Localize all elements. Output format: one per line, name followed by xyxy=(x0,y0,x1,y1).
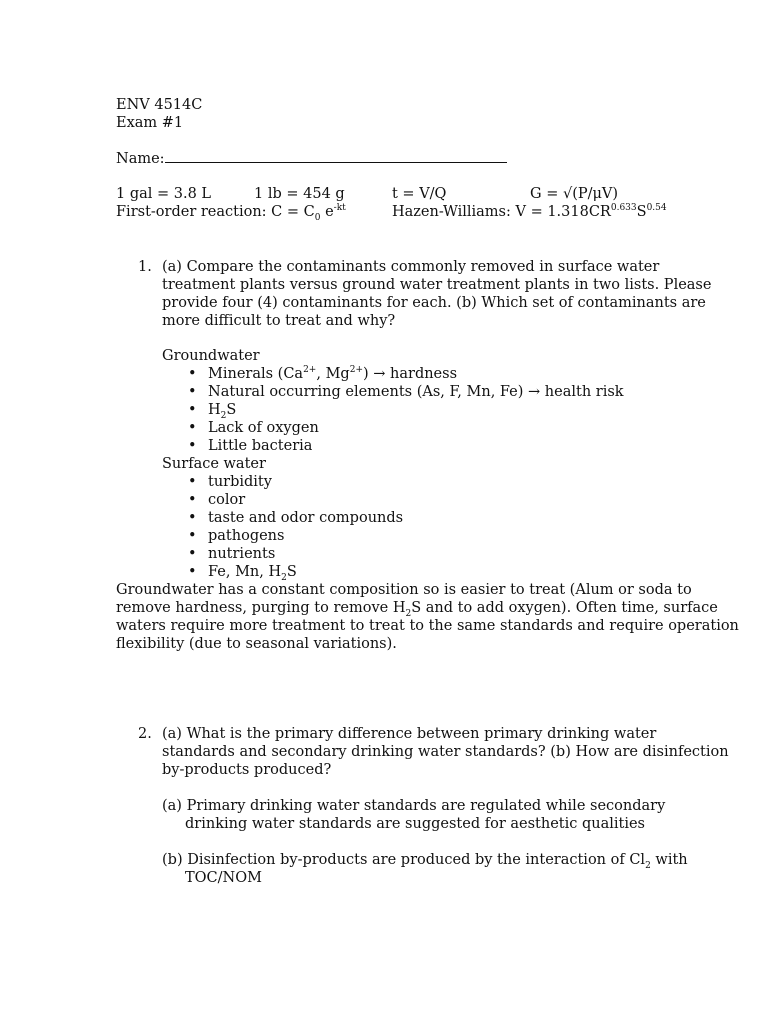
list-item xyxy=(162,491,403,509)
hazen-slope: S xyxy=(636,204,647,220)
list-item xyxy=(162,473,403,491)
hazen-exponent-r: 0.633 xyxy=(610,203,637,214)
first-order-exp-base: e xyxy=(320,204,334,220)
oxygen-text: Lack of oxygen xyxy=(208,420,319,436)
question-2-line-2: standards and secondary drinking water standards? (b) How are disinfection xyxy=(162,744,729,760)
answer-b-text: (b) Disinfection by-products are produced by the interaction of Cl xyxy=(162,852,646,868)
surface-water-heading: Surface water xyxy=(162,456,266,472)
bullet: • xyxy=(188,564,197,580)
surface-water-list xyxy=(162,473,403,581)
natural-elements-text: Natural occurring elements (As, F, Mn, Fe) → health risk xyxy=(208,384,624,400)
bullet: • xyxy=(188,420,197,436)
first-order-superscript: -kt xyxy=(333,203,346,214)
bullet: • xyxy=(188,528,197,544)
groundwater-heading: Groundwater xyxy=(162,348,260,364)
name-field xyxy=(116,148,507,168)
question-1-line-4: more difficult to treat and why? xyxy=(162,313,396,329)
bacteria-text: Little bacteria xyxy=(208,438,313,454)
bullet: • xyxy=(188,384,197,400)
h2s-subscript: 2 xyxy=(405,608,412,619)
formula-first-order xyxy=(116,203,346,221)
bullet: • xyxy=(188,474,197,490)
formula-gallon: 1 gal = 3.8 L xyxy=(116,186,212,202)
list-item xyxy=(162,419,624,437)
calcium-charge: 2+ xyxy=(303,365,317,376)
question-1-line-1: (a) Compare the contaminants commonly removed in surface water xyxy=(162,259,660,275)
question-2-number: 2. xyxy=(138,726,152,742)
list-item xyxy=(162,563,403,581)
exam-title: Exam #1 xyxy=(116,115,184,131)
formula-hazen-williams xyxy=(392,203,667,221)
name-blank-line xyxy=(165,148,507,163)
q1-answer-line-2 xyxy=(116,599,718,617)
q1-answer-line-3: waters require more treatment to treat to the same standards and require operation xyxy=(116,618,739,634)
q2-answer-a-line-1: (a) Primary drinking water standards are regulated while secondary xyxy=(162,798,666,814)
question-1-line-2: treatment plants versus ground water treatment plants in two lists. Please xyxy=(162,277,712,293)
question-2-line-1: (a) What is the primary difference between primary drinking water xyxy=(162,726,657,742)
course-code: ENV 4514C xyxy=(116,97,203,113)
first-order-prefix: First-order reaction: C = C xyxy=(116,204,315,220)
h2s-subscript: 2 xyxy=(281,572,287,583)
minerals-text: Minerals (Ca xyxy=(208,366,304,382)
list-item xyxy=(162,401,624,419)
list-item xyxy=(162,383,624,401)
q1-answer-line-1: Groundwater has a constant composition so is easier to treat (Alum or soda to xyxy=(116,582,692,598)
chlorine-subscript: 2 xyxy=(645,860,651,871)
answer-b-with: with xyxy=(650,852,688,868)
q2-answer-a-line-2: drinking water standards are suggested for aesthetic qualities xyxy=(185,816,645,832)
fe-mn-text: Fe, Mn, H xyxy=(208,564,282,580)
h2s-s: S xyxy=(226,402,237,418)
turbidity-text: turbidity xyxy=(208,474,272,490)
hazen-exponent-s: 0.54 xyxy=(646,203,667,214)
list-item xyxy=(162,365,624,383)
taste-odor-text: taste and odor compounds xyxy=(208,510,404,526)
question-1-number: 1. xyxy=(138,259,152,275)
list-item xyxy=(162,437,624,455)
q1-answer-line-4: flexibility (due to seasonal variations). xyxy=(116,636,397,652)
hazen-prefix: Hazen-Williams: V = 1.318CR xyxy=(392,204,611,220)
bullet: • xyxy=(188,402,197,418)
list-item xyxy=(162,509,403,527)
h2s-subscript: 2 xyxy=(220,410,227,421)
color-text: color xyxy=(208,492,246,508)
answer-text-b: S and to add oxygen). Often time, surface xyxy=(411,600,718,616)
answer-text-a: remove hardness, purging to remove H xyxy=(116,600,406,616)
h2s-s: S xyxy=(286,564,297,580)
first-order-subscript: 0 xyxy=(314,212,321,223)
list-item xyxy=(162,545,403,563)
magnesium-charge: 2+ xyxy=(349,365,363,376)
groundwater-list xyxy=(162,365,624,455)
bullet: • xyxy=(188,510,197,526)
nutrients-text: nutrients xyxy=(208,546,276,562)
formula-detention-time: t = V/Q xyxy=(392,186,447,202)
pathogens-text: pathogens xyxy=(208,528,285,544)
question-1-line-3: provide four (4) contaminants for each. (b) Which set of contaminants are xyxy=(162,295,706,311)
question-2-line-3: by-products produced? xyxy=(162,762,332,778)
h2s-h: H xyxy=(208,402,221,418)
magnesium-text: , Mg xyxy=(316,366,350,382)
name-label: Name: xyxy=(116,151,165,167)
bullet: • xyxy=(188,438,197,454)
list-item xyxy=(162,527,403,545)
formula-pound: 1 lb = 454 g xyxy=(254,186,345,202)
bullet: • xyxy=(188,366,197,382)
hardness-text: ) → hardness xyxy=(363,366,458,382)
bullet: • xyxy=(188,546,197,562)
q2-answer-b-line-1 xyxy=(162,851,688,869)
formula-velocity-gradient: G = √(P/μV) xyxy=(530,186,619,202)
bullet: • xyxy=(188,492,197,508)
q2-answer-b-line-2: TOC/NOM xyxy=(185,870,262,886)
